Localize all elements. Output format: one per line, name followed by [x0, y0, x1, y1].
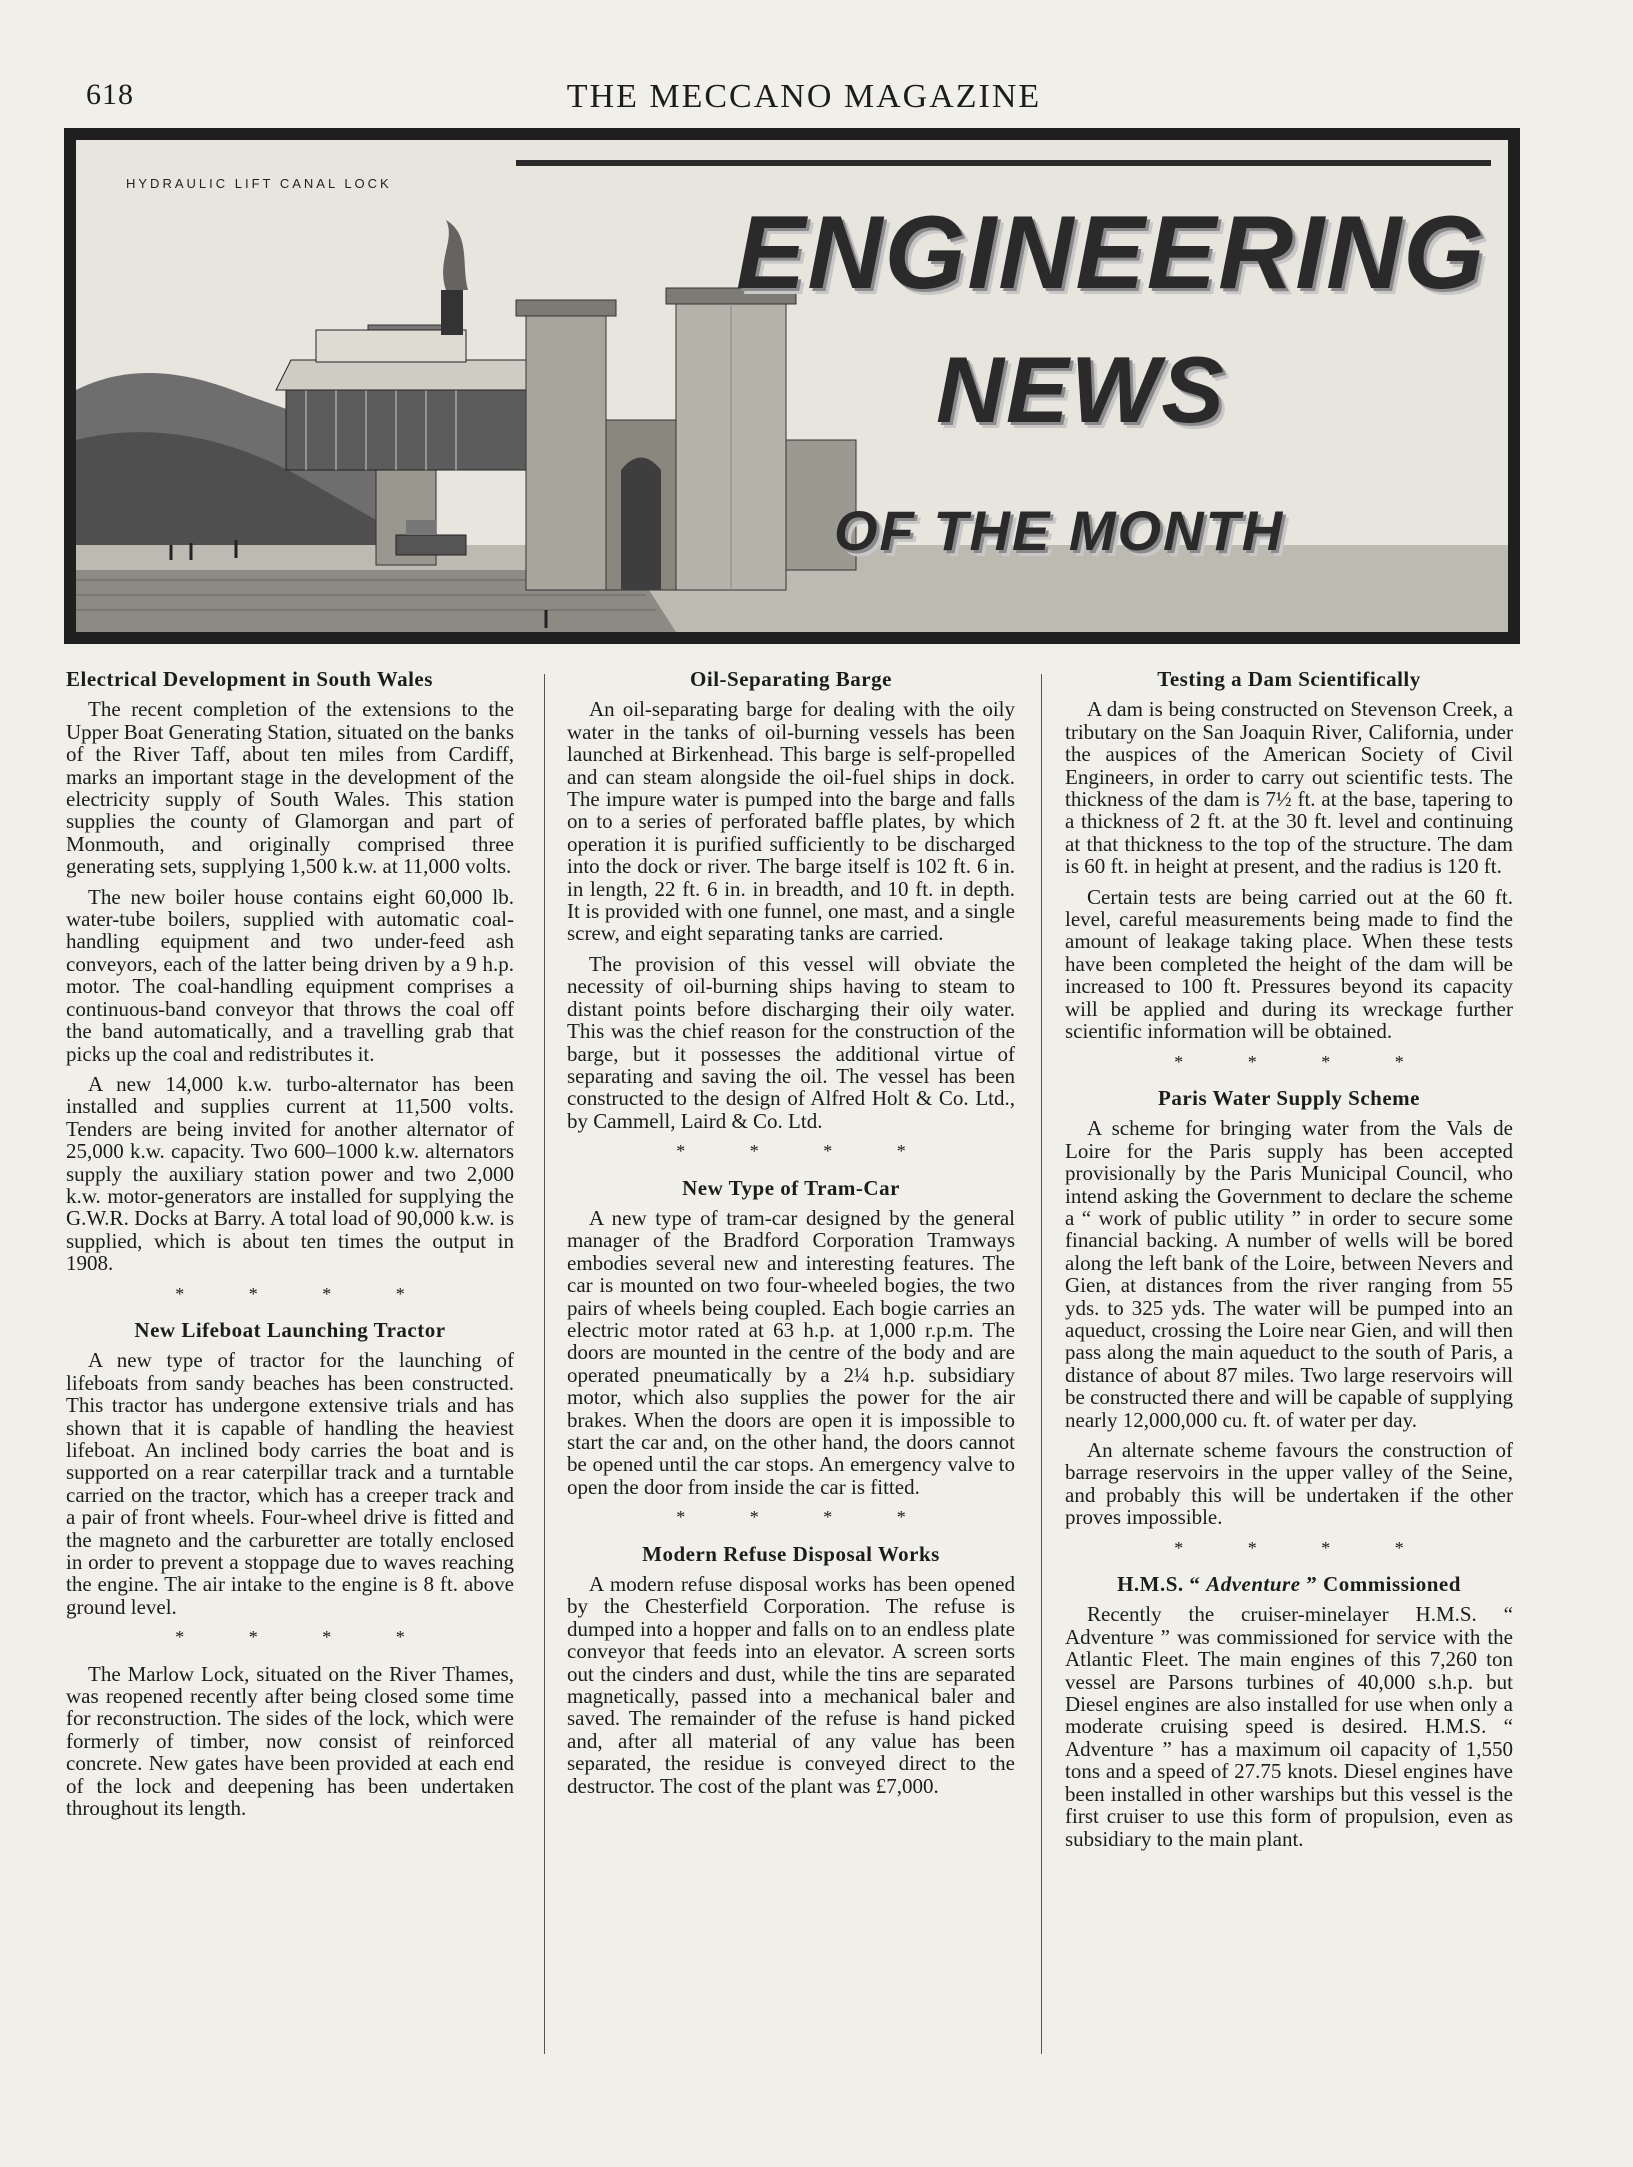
magazine-title: THE MECCANO MAGAZINE: [566, 78, 1042, 115]
article-paragraph: A dam is being constructed on Stevenson Creek, a tributary on the San Joaquin River, California, under the auspices of the American Society of Civil Engineers, in order to carry out scientific tests. The thickness of the dam is 7½ ft. at the base, tapering to a thickness of 2 ft. at the 30 ft. level and continuing at that thickness to the top of the structure. The dam is 60 ft. in height at present, and the radius is 120 ft.: [1065, 697, 1513, 879]
ship-name: Adventure: [1206, 1572, 1301, 1597]
article-paragraph: A new 14,000 k.w. turbo-alternator has been installed and supplies current at 11,500 volts. Tenders are being invited for another alternator of 25,000 k.w. capacity. Two 600–1000 k.w. alternators supply the auxiliary station power and two 2,000 k.w. motor-generators are installed for supplying the G.W.R. Docks at Barry. A total load of 90,000 k.w. is supplied, which is about ten times the output in 1908.: [66, 1071, 514, 1276]
section-separator: * * * *: [175, 1627, 435, 1648]
article-paragraph: Recently the cruiser-minelayer H.M.S. “ Adventure ” was commissioned for service with the Atlantic Fleet. The main engines of this 7,260 ton vessel are Parsons turbines of 40,000 s.h.p. but Diesel engines are also installed for use when only a moderate cruising speed is desired. H.M.S. “ Adventure ” has a maximum oil capacity of 1,550 tons and a speed of 27.75 knots. Diesel engines have been installed in other warships but this vessel is the first cruiser to use this form of propulsion, even as subsidiary to the main plant.: [1065, 1602, 1513, 1851]
section-separator: * * * *: [175, 1283, 435, 1304]
heading-text: H.M.S. “: [1117, 1572, 1207, 1597]
article-paragraph: The new boiler house contains eight 60,000 lb. water-tube boilers, supplied with automatic coal-handling equipment and two under-feed ash conveyors, each of the latter being driven by a 9 h.p. motor. The coal-handling equipment comprises a continuous-band conveyor that throws the coal off the band automatically, and a travelling grab that picks up the coal and redistributes it.: [66, 884, 514, 1066]
banner-title-engineering: ENGINEERING: [736, 195, 1487, 311]
banner-caption: HYDRAULIC LIFT CANAL LOCK: [126, 176, 392, 191]
section-separator: * * * *: [1174, 1537, 1434, 1558]
section-separator: * * * *: [1174, 1051, 1434, 1072]
article-paragraph: A scheme for bringing water from the Vals de Loire for the Paris supply has been accepted provisionally by the Paris Municipal Council, who intend asking the Government to declare the scheme a “ work of public utility ” in order to secure some financial backing. A number of wells will be bored along the left bank of the Loire, between Nevers and Gien, at distances from the river ranging from 55 yds. to 325 yds. The water will be pumped into an aqueduct, crossing the Loire near Gien, and will then pass along the main aqueduct to the south of Paris, a distance of about 87 miles. Two large reservoirs will be constructed there and will be capable of supplying nearly 12,000,000 cu. ft. of water per day.: [1065, 1116, 1513, 1432]
page-number: 618: [86, 78, 134, 111]
article-columns: [66, 668, 1526, 2068]
article-paragraph: Certain tests are being carried out at the 60 ft. level, careful measurements being made to find the amount of leakage taking place. When these tests have been completed the height of the dam will be increased to 100 ft. Pressures beyond its capacity will be applied and during its wreckage further scientific information will be obtained.: [1065, 884, 1513, 1044]
article-heading: Paris Water Supply Scheme: [1158, 1085, 1420, 1110]
article-paragraph: The recent completion of the extensions to the Upper Boat Generating Station, situated on the banks of the River Taff, about ten miles from Cardiff, marks an important stage in the development of the electricity supply of South Wales. This station supplies the county of Glamorgan and part of Monmouth, and originally comprised three generating sets, supplying 1,500 k.w. at 11,000 volts.: [66, 697, 514, 879]
page-header: [86, 78, 1522, 122]
heading-text: ” Commissioned: [1300, 1572, 1461, 1597]
article-paragraph: The provision of this vessel will obviate the necessity of oil-burning ships having to steam to distant points before discharging their oily water. This was the chief reason for the construction of the barge, but it possesses the additional virtue of separating and saving the oil. The vessel has been constructed to the design of Alfred Holt & Co. Ltd., by Cammell, Laird & Co. Ltd.: [567, 951, 1015, 1133]
column-right: [1065, 668, 1513, 1858]
section-separator: * * * *: [676, 1141, 936, 1162]
article-heading: Electrical Development in South Wales: [66, 667, 433, 691]
article-heading: New Lifeboat Launching Tractor: [134, 1317, 446, 1342]
article-paragraph: An alternate scheme favours the construction of barrage reservoirs in the upper valley of the Seine, and probably this will be undertaken if the other proves impossible.: [1065, 1438, 1513, 1530]
engineering-news-banner: [64, 128, 1520, 644]
article-paragraph: A new type of tractor for the launching of lifeboats from sandy beaches has been constructed. This tractor has undergone extensive trials and has shown that it is capable of handling the heaviest lifeboat. An inclined body carries the boat and is supported on a rear caterpillar track and a turntable carried on the tractor, which has a creeper track and a pair of front wheels. Four-wheel drive is fitted and the magneto and the carburetter are totally enclosed in order to prevent a stoppage due to waves reaching the engine. The air intake to the engine is 8 ft. above ground level.: [66, 1348, 514, 1619]
column-left: [66, 668, 514, 1828]
banner-title-of-the-month: OF THE MONTH: [834, 499, 1285, 562]
column-divider: [544, 674, 545, 2054]
article-heading: Testing a Dam Scientifically: [1157, 667, 1421, 691]
article-heading: Oil-Separating Barge: [690, 667, 892, 691]
article-paragraph: A modern refuse disposal works has been opened by the Chesterfield Corporation. The refuse is dumped into a hopper and falls on to an endless plate conveyor that feeds into an elevator. A screen sorts out the cinders and dust, while the tins are separated magnetically, passed into a mechanical baler and saved. The remainder of the refuse is hand picked and, after all material of any value has been separated, the residue is conveyed direct to the destructor. The cost of the plant was £7,000.: [567, 1572, 1015, 1798]
column-middle: [567, 668, 1015, 1805]
article-paragraph: An oil-separating barge for dealing with the oily water in the tanks of oil-burning vessels has been launched at Birkenhead. This barge is self-propelled and can steam alongside the oil-fuel ships in dock. The impure water is pumped into the barge and falls on to a series of perforated baffle plates, by which operation it is purified sufficiently to be discharged into the dock or river. The barge itself is 102 ft. 6 in. in length, 22 ft. 6 in. in breadth, and 10 ft. in depth. It is provided with one funnel, one mast, and a single screw, and eight separating tanks are carried.: [567, 697, 1015, 946]
article-paragraph: A new type of tram-car designed by the general manager of the Bradford Corporation Tramways embodies several new and interesting features. The car is mounted on two four-wheeled bogies, the two pairs of wheels being coupled. Each bogie carries an electric motor rated at 63 h.p. at 1,000 r.p.m. The doors are mounted in the centre of the body and are operated pneumatically by a 2¼ h.p. subsidiary motor, which also supplies the power for the air brakes. When the doors are open it is impossible to start the car and, on the other hand, the doors cannot be opened until the car stops. An emergency valve to open the door from inside the car is fitted.: [567, 1205, 1015, 1499]
column-divider: [1041, 674, 1042, 2054]
article-heading: [1065, 1573, 1513, 1595]
section-separator: * * * *: [676, 1507, 936, 1528]
banner-illustration: [76, 140, 1508, 632]
article-heading: New Type of Tram-Car: [682, 1175, 900, 1200]
banner-title-news: NEWS: [936, 337, 1226, 442]
article-heading: Modern Refuse Disposal Works: [642, 1541, 940, 1566]
article-paragraph: The Marlow Lock, situated on the River Thames, was reopened recently after being closed some time for reconstruction. The sides of the lock, which were formerly of timber, now consist of reinforced concrete. New gates have been provided at each end of the lock and deepening has been undertaken throughout its length.: [66, 1661, 514, 1821]
